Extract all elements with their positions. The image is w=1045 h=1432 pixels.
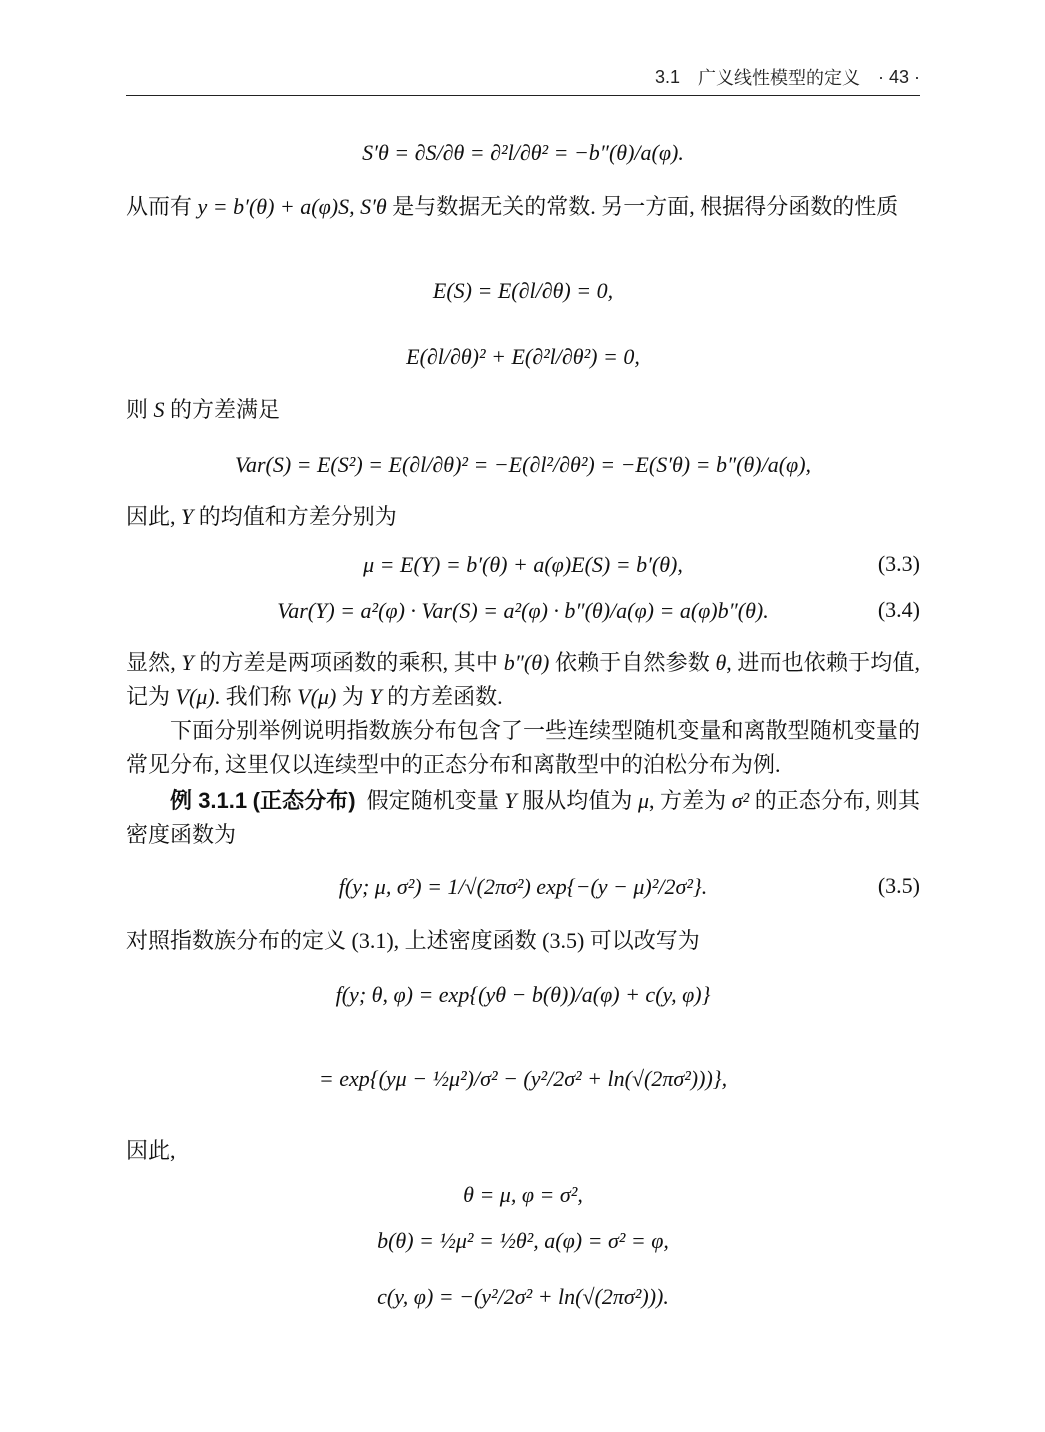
equation-rewrite-1: f(y; θ, φ) = exp{(yθ − b(θ))/a(φ) + c(y, φ)} — [335, 982, 711, 1007]
paragraph-6: 例 3.1.1 (正态分布) 假定随机变量 Y 服从均值为 μ, 方差为 σ² 的正态分布, 则其密度函数为 — [126, 788, 920, 847]
running-header — [126, 62, 920, 92]
paragraph-4: 显然, Y 的方差是两项函数的乘积, 其中 b″(θ) 依赖于自然参数 θ, 进而也依赖于均值, 记为 V(μ). 我们称 V(μ) 为 Y 的方差函数. — [126, 650, 920, 709]
equation-final-3: c(y, φ) = −(y²/2σ² + ln(√(2πσ²))). — [377, 1284, 669, 1309]
equation-final-2: b(θ) = ½μ² = ½θ², a(φ) = σ² = φ, — [377, 1228, 669, 1253]
inline-math: Y — [181, 504, 194, 529]
inline-math: S — [153, 397, 165, 422]
equation-number: (3.5) — [877, 873, 920, 898]
paragraph-3: 因此, Y 的均值和方差分别为 — [126, 504, 397, 529]
equation-expectation-sum: E(∂l/∂θ)² + E(∂²l/∂θ²) = 0, — [406, 344, 640, 369]
section-title: 广义线性模型的定义 — [697, 68, 860, 88]
page-number: · 43 · — [877, 66, 920, 87]
equation-score-derivative: S′θ = ∂S/∂θ = ∂²l/∂θ² = −b″(θ)/a(φ). — [362, 140, 684, 165]
section-number: 3.1 — [654, 66, 680, 87]
header-rule — [126, 95, 920, 96]
equation-3-4: Var(Y) = a²(φ) · Var(S) = a²(φ) · b″(θ)/a(φ) = a(φ)b″(θ). (3.4) — [277, 597, 920, 623]
equation-variance-score: Var(S) = E(S²) = E(∂l/∂θ)² = −E(∂l²/∂θ²) = −E(S′θ) = b″(θ)/a(φ), — [234, 452, 812, 477]
equation-number: (3.3) — [877, 551, 920, 576]
equation-rewrite-2: = exp{(yμ − ½μ²)/σ² − (y²/2σ² + ln(√(2πσ²)))}, — [318, 1066, 728, 1091]
example-title: (正态分布) — [252, 788, 356, 813]
equation-expectation-score: E(S) = E(∂l/∂θ) = 0, — [432, 278, 614, 303]
paragraph-8: 因此, — [126, 1138, 176, 1163]
paragraph-7: 对照指数族分布的定义 (3.1), 上述密度函数 (3.5) 可以改写为 — [126, 928, 700, 953]
page — [126, 0, 920, 1432]
example-label: 例 3.1.1 — [170, 788, 248, 813]
equation-number: (3.4) — [877, 597, 920, 622]
equation-3-5: f(y; μ, σ²) = 1/√(2πσ²) exp{−(y − μ)²/2σ²}. (3.5) — [338, 873, 920, 899]
paragraph-1: 从而有 y = b′(θ) + a(φ)S, S′θ 是与数据无关的常数. 另一方面, 根据得分函数的性质 — [126, 194, 899, 219]
equation-3-3: μ = E(Y) = b′(θ) + a(φ)E(S) = b′(θ), (3.3) — [363, 551, 920, 577]
equation-final-1: θ = μ, φ = σ², — [463, 1182, 583, 1207]
inline-math: y = b′(θ) + a(φ)S, S′θ — [197, 194, 387, 219]
paragraph-2: 则 S 的方差满足 — [126, 397, 281, 422]
paragraph-5: 下面分别举例说明指数族分布包含了一些连续型随机变量和离散型随机变量的常见分布, 这里仅以连续型中的正态分布和离散型中的泊松分布为例. — [126, 718, 920, 777]
